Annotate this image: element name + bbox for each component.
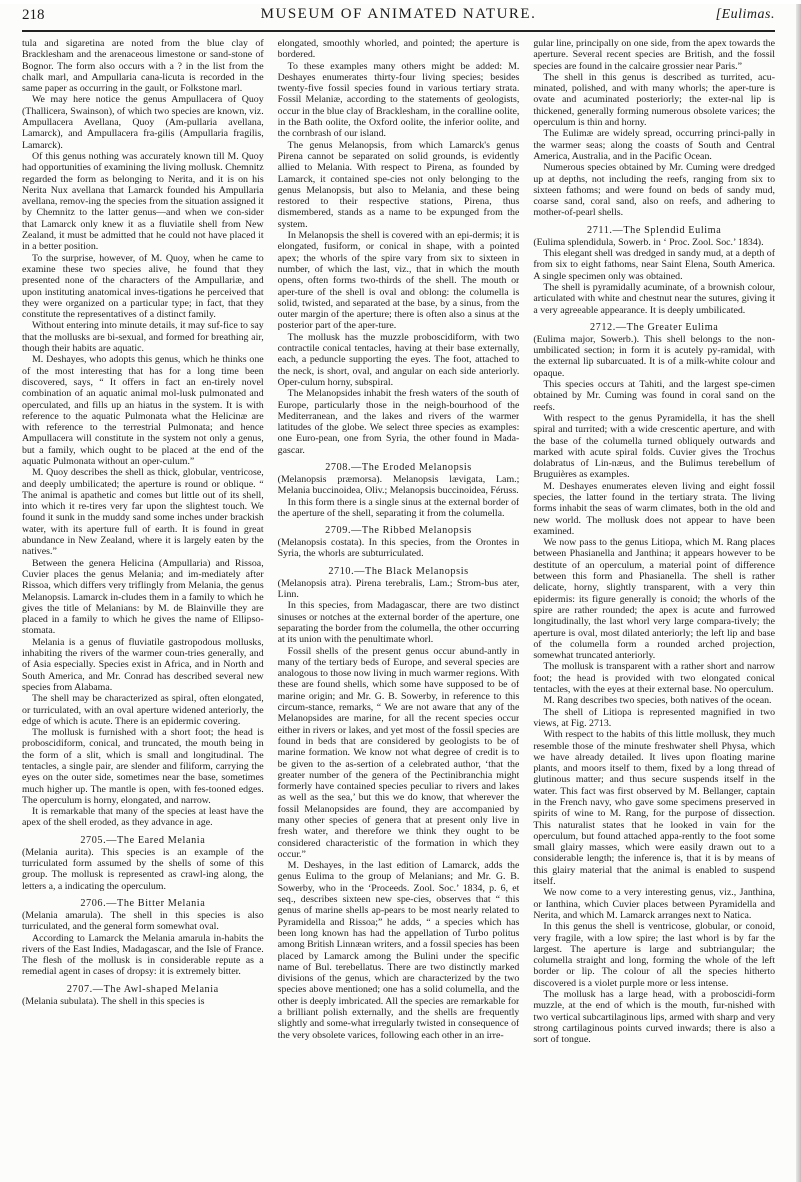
paragraph: M. Deshayes, who adopts this genus, which he thinks one of the most interesting that has for a long time been discovered, says, “ It offers in fact an en-tirely novel combination of an aquatic animal mol-lusk pulmonated and operculated, and fills up an hiatus in the system. It is with reference to the aquatic Pulmonata what the Helicinæ are with reference to the terrestrial Pulmonata; and hence Ampullacera will constitute in the system not only a genus, but a family, which ought to be placed at the end of the aquatic Pulmonata without an oper-culum.” [22, 354, 264, 467]
text-columns [22, 38, 775, 1158]
paragraph: To these examples many others might be added: M. Deshayes enumerates thirty-four living species; besides twenty-five fossil species found in various tertiary strata. Fossil Melaniæ, according to the statements of geologists, occur in the blue clay of Bracklesham, in the coralline oolite, in the Bath oolite, the Oxford oolite, the inferior oolite, and the cornbrash of our island. [277, 60, 520, 140]
paragraph: To the surprise, however, of M. Quoy, when he came to examine these two species alive, he found that they presented none of the characters of the Ampullariæ, and upon instituting anatomical inves-tigations he perceived that they were organized on a particular type; in fact, that they constitute the representatives of a distinct family. [22, 252, 264, 321]
paragraph: This species occurs at Tahiti, and the largest spe-cimen obtained by Mr. Cuming was found in coral sand on the reefs. [533, 379, 775, 413]
paragraph: Melania is a genus of fluviatile gastropodous mollusks, inhabiting the rivers of the warmer coun-tries generally, and of Asia especially. Species exist in Africa, and in North and South America, and Mr. Conrad has described several new species from Alabama. [22, 636, 264, 693]
paragraph: (Melania subulata). The shell in this species is [22, 995, 205, 1007]
paragraph: Numerous species obtained by Mr. Cuming were dredged up at depths, not including the reefs, ranging from six to sixteen fathoms; and were found on beds of sandy mud, coarse sand, coral sand, also on reefs, and adhering to mother-of-pearl shells. [533, 162, 775, 219]
running-title: MUSEUM OF ANIMATED NATURE. [260, 6, 537, 22]
paragraph: In Melanopsis the shell is covered with an epi-dermis; it is elongated, fusiform, or conical in shape, with a pointed apex; the whorls of the spire vary from six to sixteen in number, of which the last, viz., that in which the mouth opens, often forms two-thirds of the shell. The mouth or aper-ture of the shell is oval and oblong: the columella is solid, twisted, and separated at the base, by a sinus, from the outer margin of the aperture; there is often also a sinus at the posterior part of the aper-ture. [277, 230, 520, 332]
paragraph: The shell may be characterized as spiral, often elongated, or turriculated, with an oval aperture widened anteriorly, the edge of which is acute. There is an epidermic covering. [22, 693, 264, 727]
paragraph: With respect to the genus Pyramidella, it has the shell spiral and turrited; with a wide crescentic aperture, and with the base of the columella turned obliquely outwards and marked with acute spiral folds. Cuvier gives the Trochus dolabratus of Lin-næus, and the Bulimus terebellum of Bruguières as examples. [533, 412, 775, 481]
paragraph: The genus Melanopsis, from which Lamarck's genus Pirena cannot be separated on solid grounds, is evidently allied to Melania. With respect to Pirena, as founded by Lamarck, it contained spe-cies not only belonging to the genus Melanopsis, but also to Melania, and these being restored to their respective stations, Pirena, thus dismembered, stands as a name to be expunged from the system. [277, 139, 520, 230]
paragraph: The Melanopsides inhabit the fresh waters of the south of Europe, particularly those in the neigh-bourhood of the Mediterranean, and the lakes and rivers of the warmer latitudes of the globe. We select three species as examples: one Euro-pean, one from Syria, the other found in Mada-gascar. [277, 388, 520, 456]
column-right [533, 38, 775, 1158]
paragraph: (Melanopsis præmorsa). Melanopsis lævigata, Lam.; Melania buccinoidea, Oliv.; Melanopsis buccinoidea, Féruss. [277, 473, 520, 497]
section-heading: 2710.—The Black Melanopsis [328, 565, 469, 577]
section-heading: 2709.—The Ribbed Melanopsis [325, 525, 472, 537]
section-heading: 2712.—The Greater Eulima [589, 321, 719, 333]
paragraph: Of this genus nothing was accurately known till M. Quoy had opportunities of examining the living mollusk. Chemnitz regarded the form as belonging to Nerita, and it is on his Nerita Nux avellana that Lamarck founded his Ampullaria avellana, remov-ing the species from the situation assigned it by Chemnitz to the latter genus—and when we con-sider that Lamarck only knew it as a fluviatile shell from New Zealand, it must be admitted that he could not have placed it in a better position. [22, 150, 264, 253]
column-left [22, 38, 264, 1158]
section-heading: 2711.—The Splendid Eulima [587, 224, 722, 236]
paragraph: M. Quoy describes the shell as thick, globular, ventricose, and deeply umbilicated; the aperture is round or oblique. “ The animal is apathetic and comes but little out of its shell, into which it re-tires very far upon the slightest touch. We found it sunk in the muddy sand some inches under brackish water, with its aperture full of earth. It is found in great abundance in New Zealand, where it is largely eaten by the natives.” [22, 467, 264, 558]
running-header [22, 4, 775, 32]
paragraph: (Melania amarula). The shell in this species is also turriculated, and the general form somewhat oval. [22, 909, 264, 933]
section-heading: 2705.—The Eared Melania [80, 834, 206, 846]
paragraph: We may here notice the genus Ampullacera of Quoy (Thallicera, Swainson), of which two species are known, viz. Ampullacera Avellana, Quoy (Am-pullaria avellana, Lamarck), and Ampullacera fra-gilis (Ampullaria fragilis, Lamarck). [22, 94, 264, 151]
paragraph: elongated, smoothly whorled, and pointed; the aperture is bordered. [277, 38, 520, 61]
section-label: [Eulimas. [715, 7, 775, 22]
paragraph: The shell is pyramidally acuminate, of a brownish colour, articulated with white and chestnut near the sutures, giving it a very agreeable appearance. It is deeply umbilicated. [533, 281, 775, 316]
paragraph: The Eulimæ are widely spread, occurring princi-pally in the warmer seas; along the coasts of South and Central America, Australia, and in the Pacific Ocean. [533, 128, 775, 162]
paragraph: M. Deshayes enumerates eleven living and eight fossil species, the latter found in the tertiary strata. The living forms inhabit the seas of warm climates, both in the old and new world. The mollusk does not appear to have been examined. [533, 480, 775, 537]
paragraph: Between the genera Helicina (Ampullaria) and Rissoa, Cuvier places the genus Melania; and im-mediately after Rissoa, which differs very triflingly from Melania, the genus Melanopsis. Lamarck in-cludes them in a family to which he gives the title of Melanians: by M. de Blainville they are placed in a family to which he gives the name of Ellipso-stomata. [22, 557, 264, 637]
paragraph: The shell of Litiopa is represented magnified in two views, at Fig. 2713. [533, 706, 775, 729]
section-heading: 2708.—The Eroded Melanopsis [325, 461, 472, 473]
paragraph: The mollusk has the muzzle proboscidiform, with two contractile conical tentacles, having at their base externally, each, a peduncle supporting the eyes. The foot, attached to the neck, is short, oval, and angular on each side anteriorly. Oper-culum horny, subspiral. [277, 331, 520, 388]
column-middle [278, 38, 520, 1158]
paragraph: tula and sigaretina are noted from the blue clay of Bracklesham and the arenaceous limestone or sand-stone of Bognor. The form also occurs with a ? in the list from the chalk marl, and Ampullaria cana-licuta is recorded in the same paper as occurring in the gault, or Folkstone marl. [22, 38, 264, 95]
paragraph: Without entering into minute details, it may suf-fice to say that the mollusks are bi-sexual, and formed for breathing air, though their habits are aquatic. [22, 320, 264, 355]
paragraph: In this species, from Madagascar, there are two distinct sinuses or notches at the external border of the aperture, one separating the border from the columella, the other occurring at its union with the penultimate whorl. [277, 600, 520, 646]
paragraph: (Melanopsis atra). Pirena terebralis, Lam.; Strom-bus ater, Linn. [277, 577, 520, 601]
paragraph: gular line, principally on one side, from the apex towards the aperture. Several recent species are British, and the fossil species are found in the calcaire grossier near Paris.” [533, 38, 775, 72]
paragraph: (Eulima splendidula, Sowerb. in ‘ Proc. Zool. Soc.’ 1834). [533, 236, 764, 248]
paragraph: (Eulima major, Sowerb.). This shell belongs to the non-umbilicated section; in form it is acutely py-ramidal, with the external lip subarcuated. It is of a milk-white colour and opaque. [533, 333, 775, 379]
paragraph: We now pass to the genus Litiopa, which M. Rang places between Phasianella and Janthina; it appears however to be destitute of an operculum, a material point of difference between this form and Phasianella. The shell is rather delicate, horny, slightly transparent, with a very thin epidermis: its figure generally is conoid; the whorls of the spire are rather rounded; the apex is acute and furrowed longitudinally, the last whorl very large compara-tively; the aperture is oval, most dilated anteriorly; the left lip and base of the columella form a rounded arched projection, somewhat truncated anteriorly. [533, 537, 775, 662]
document-page [0, 4, 801, 1182]
paragraph: According to Lamarck the Melania amarula in-habits the rivers of the East Indies, Madagascar, and the Isle of France. The flesh of the mollusk is in considerable repute as a remedial agent in cases of dropsy: it is extremely bitter. [22, 932, 264, 978]
paragraph: In this form there is a single sinus at the external border of the aperture of the shell, separating it from the columella. [277, 496, 520, 519]
paragraph: (Melania aurita). This species is an example of the turriculated form assumed by the shells of some of this group. The mollusk is represented as crawl-ing along, the letters a, a indicating the operculum. [22, 846, 264, 892]
page-edge-shadow [796, 4, 801, 1182]
paragraph: The shell in this genus is described as turrited, acu-minated, polished, and with many whorls; the aper-ture is ovate and acuminated posteriorly; the exter-nal lip is thickened, generally forming numerous obsolete varices; the operculum is thin and horny. [533, 71, 775, 129]
paragraph: The mollusk is furnished with a short foot; the head is proboscidiform, conical, and truncated, the mouth being in the form of a slit, which is small and longitudinal. The tentacles, a single pair, are slender and filiform, carrying the eyes on the outer side, sometimes near the base, sometimes much higher up. The mantle is open, with fes-tooned edges. The operculum is horny, elongated, and narrow. [22, 727, 264, 806]
paragraph: In this genus the shell is ventricose, globular, or conoid, very fragile, with a low spire; the last whorl is by far the largest. The aperture is large and subtriangular; the columella straight and long, forming the whole of the left border or lip. The colour of all the species hitherto discovered is a violet purple more or less intense. [533, 921, 775, 989]
paragraph: This elegant shell was dredged in sandy mud, at a depth of from six to eight fathoms, near Saint Elena, South America. A single specimen only was obtained. [533, 248, 775, 282]
page-number: 218 [22, 7, 45, 23]
paragraph: It is remarkable that many of the species at least have the apex of the shell eroded, as they advance in age. [22, 806, 264, 829]
paragraph: M. Deshayes, in the last edition of Lamarck, adds the genus Eulima to the group of Melanians; and Mr. G. B. Sowerby, who in the ‘Proceeds. Zool. Soc.’ 1834, p. 6, et seq., describes sixteen new spe-cies, observes that “ this genus of marine shells ap-pears to be most nearly related to Pyramidella and Rissoa;” he adds, “ a species which has been long known has had the appellation of Turbo politus among British Linnæan writers, and a fossil species has been placed by Lamarck among the Bulini under the specific name of Bul. terebellatus. There are two distinctly marked divisions of the genus, which are characterized by the two species above mentioned; one has a solid columella, and the other is deeply imbricated. All the species are remarkable for a brilliant polish externally, and the shells are frequently slightly and some-what irregularly twisted in consequence of the very obsolete varices, following each other in an irre- [277, 860, 520, 1041]
paragraph: The mollusk has a large head, with a proboscidi-form muzzle, at the end of which is the mouth, fur-nished with two vertical subcartilaginous lips, armed with sharp and very strong cartilaginous points curved inwards; there is also a sort of tongue. [533, 989, 775, 1046]
paragraph: Fossil shells of the present genus occur abund-antly in many of the tertiary beds of Europe, and several species are analogous to those now living in much warmer regions. With these are found shells, which some have supposed to be of marine origin; and Mr. G. B. Sowerby, in reference to this circum-stance, remarks, “ We are not aware that any of the Melanopsides are marine, for all the recent species occur either in rivers or lakes, and yet most of the fossil species are found in beds that are considered by geologists to be of marine formation. We know not what degree of credit is to be given to the as-sertion of a celebrated author, ‘that the greater number of the genera of the Pectinibranchia might formerly have contained species peculiar to rivers and lakes as well as the sea,’ but this we do know, that wherever the fossil Melanopsides are found, they are accompanied by many other species of genera that at present only live in fresh water, and therefore we think they ought to be considered characteristic of the formation in which they occur.” [277, 645, 520, 860]
section-heading: 2706.—The Bitter Melania [80, 897, 206, 909]
paragraph: With respect to the habits of this little mollusk, they much resemble those of the minute freshwater shell Physa, which we have already detailed. It lives upon floating marine plants, and moors itself to them, fixed by a long thread of glutinous matter; and thus secure suspends itself in the water. This fact was first observed by M. Bellanger, captain in the French navy, who gave some specimens preserved in spirits of wine to M. Rang, for the purpose of dissection. This naturalist states that he looked in vain for the operculum, but found attached appa-rently to the foot some small glairy masses, which were easily drawn out to a considerable length; the inference is, that it is by means of this glairy material that the animal is enabled to suspend itself. [533, 729, 775, 888]
section-heading: 2707.—The Awl-shaped Melania [66, 983, 219, 995]
paragraph: The mollusk is transparent with a rather short and narrow foot; the head is provided with two elongated conical tentacles, with the eyes at their external base. No operculum. [533, 661, 775, 696]
paragraph: (Melanopsis costata). In this species, from the Orontes in Syria, the whorls are subturriculated. [277, 537, 520, 560]
paragraph: M. Rang describes two species, both natives of the ocean. [543, 695, 772, 707]
paragraph: We now come to a very interesting genus, viz., Janthina, or Ianthina, which Cuvier places between Pyramidella and Nerita, and which M. Lamarck arranges next to Natica. [533, 887, 775, 921]
